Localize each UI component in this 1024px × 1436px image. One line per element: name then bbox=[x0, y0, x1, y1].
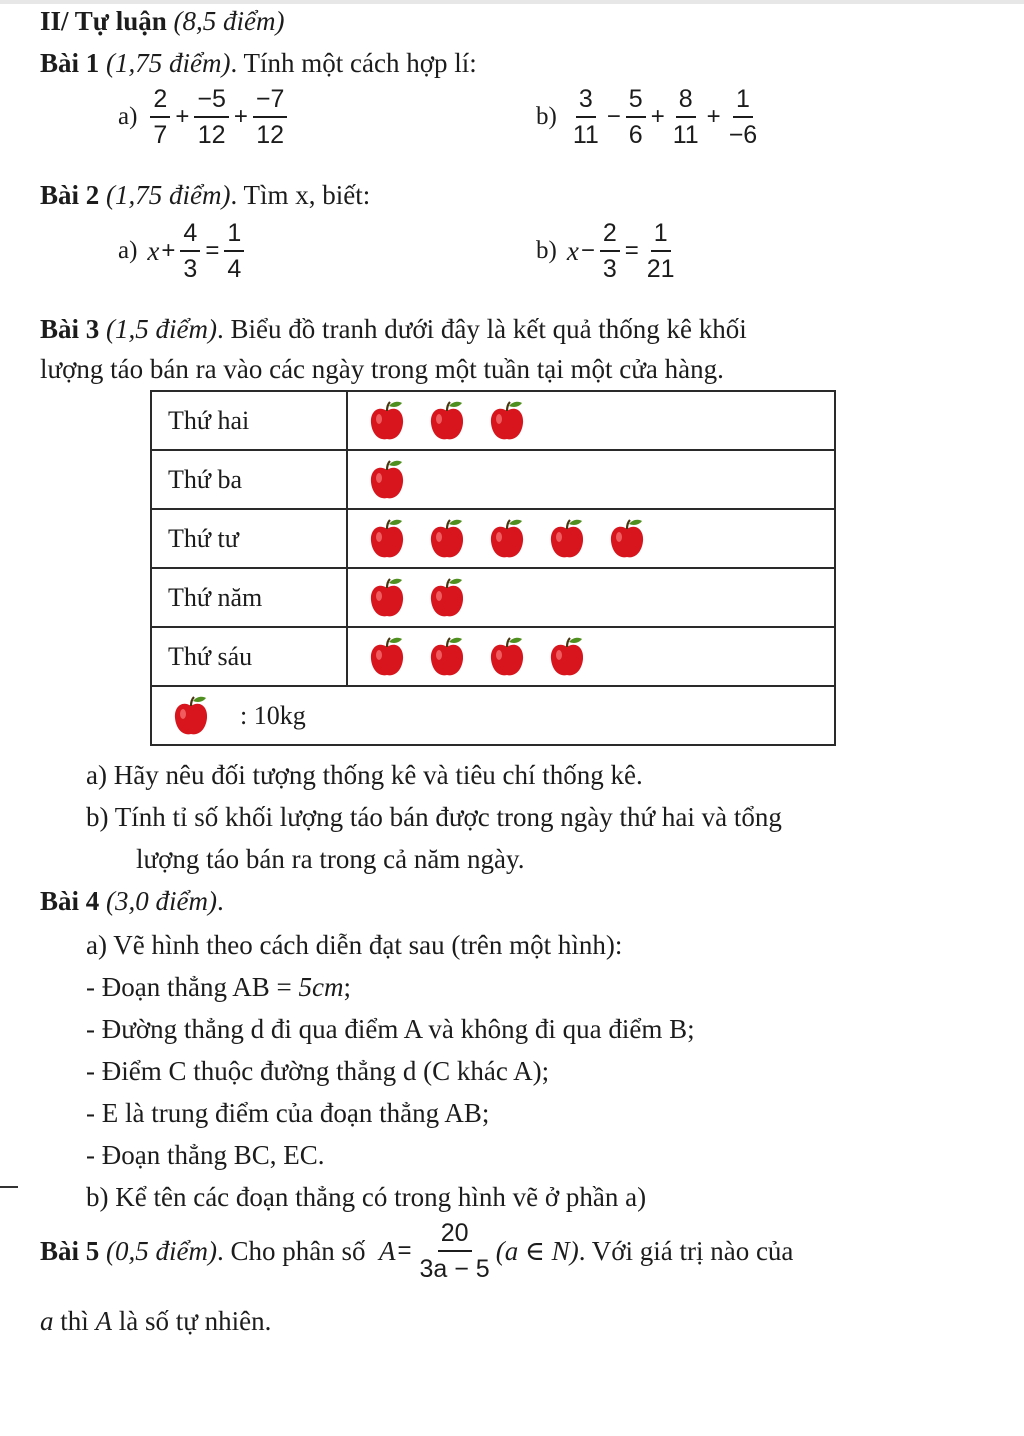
bai1-b: b) $\frac{3}{11}$ − $\frac{5}{6}$ + $\frac{8}{11}$ + $\frac{1}{-6}$ bbox=[536, 85, 758, 149]
bai2-b: b) x − $\frac{2}{3}$ = $\frac{1}{21}$ bbox=[536, 219, 675, 283]
apple-icon bbox=[608, 518, 646, 560]
bai3-question-b-line2: lượng táo bán ra trong cả năm ngày. bbox=[136, 844, 525, 874]
bai3-question-b-line1: b) Tính tỉ số khối lượng táo bán được trong ngày thứ hai và tổng bbox=[86, 802, 782, 832]
bai4-item-3: - Điểm C thuộc đường thẳng d (C khác A); bbox=[86, 1056, 550, 1086]
pictogram-apples-cell bbox=[347, 450, 835, 509]
bai5-heading: Bài 5 (0,5 điểm) . Cho phân số A = $\frac{20}{3a - 5}$ (a ∈ N) . Với giá trị nào của bbox=[40, 1219, 794, 1283]
bai4-item-4: - E là trung điểm của đoạn thẳng AB; bbox=[86, 1098, 490, 1128]
pictogram-apples-cell bbox=[347, 509, 835, 568]
legend-value: : 10kg bbox=[240, 700, 306, 730]
pictogram-day-label: Thứ hai bbox=[151, 391, 347, 450]
bai1-a: a) $\frac{2}{7}$ + $\frac{-5}{12}$ + $\frac{-7}{12}$ bbox=[118, 84, 290, 150]
pictogram-day-label: Thứ năm bbox=[151, 568, 347, 627]
apple-icon bbox=[488, 636, 526, 678]
pictogram-day-label: Thứ sáu bbox=[151, 627, 347, 686]
bai2-a: a) x + $\frac{4}{3}$ = $\frac{1}{4}$ bbox=[118, 218, 247, 284]
pictogram-day-label: Thứ ba bbox=[151, 450, 347, 509]
apple-icon bbox=[428, 518, 466, 560]
bai4-item-2: - Đường thẳng d đi qua điểm A và không đi qua điểm B; bbox=[86, 1014, 695, 1044]
bai4-part-b: b) Kể tên các đoạn thẳng có trong hình vẽ ở phần a) bbox=[86, 1182, 647, 1212]
pictogram-legend bbox=[152, 695, 834, 737]
bai4-heading: Bài 4 (3,0 điểm). bbox=[40, 886, 224, 916]
apple-icon bbox=[428, 636, 466, 678]
pictogram-legend-row bbox=[151, 686, 835, 745]
apple-icon bbox=[368, 518, 406, 560]
pictogram-apples-cell bbox=[347, 568, 835, 627]
bai5-line2: a thì A là số tự nhiên. bbox=[40, 1306, 272, 1336]
apple-icon bbox=[488, 518, 526, 560]
apple-icon bbox=[368, 400, 406, 442]
bai4-part-a: a) Vẽ hình theo cách diễn đạt sau (trên một hình): bbox=[86, 930, 623, 960]
bai4-item-5: - Đoạn thẳng BC, EC. bbox=[86, 1140, 325, 1170]
bai1-heading bbox=[40, 46, 477, 80]
apple-pictogram bbox=[150, 390, 836, 746]
bai3-question-a: a) Hãy nêu đối tượng thống kê và tiêu chí thống kê. bbox=[86, 760, 643, 790]
pictogram-row bbox=[151, 391, 835, 450]
pictogram-row bbox=[151, 450, 835, 509]
bai1-text: . Tính một cách hợp lí: bbox=[230, 48, 477, 78]
section-title: II/ Tự luận (8,5 điểm) bbox=[40, 6, 285, 36]
pictogram-row bbox=[151, 627, 835, 686]
apple-icon bbox=[428, 400, 466, 442]
pictogram-row bbox=[151, 568, 835, 627]
bai3-heading: Bài 3 (1,5 điểm). Biểu đồ tranh dưới đây là kết quả thống kê khối bbox=[40, 314, 747, 344]
bai1-label: Bài 1 bbox=[40, 48, 100, 78]
pictogram-apples-cell bbox=[347, 627, 835, 686]
apple-icon bbox=[548, 518, 586, 560]
bai2-heading: Bài 2 (1,75 điểm). Tìm x, biết: bbox=[40, 180, 371, 210]
apple-icon bbox=[368, 636, 406, 678]
apple-icon bbox=[488, 400, 526, 442]
apple-icon bbox=[428, 577, 466, 619]
apple-icon bbox=[548, 636, 586, 678]
apple-icon bbox=[172, 695, 210, 737]
pictogram-day-label: Thứ tư bbox=[151, 509, 347, 568]
margin-mark bbox=[0, 1186, 18, 1188]
pictogram-row bbox=[151, 509, 835, 568]
bai3-text-line2: lượng táo bán ra vào các ngày trong một tuần tại một cửa hàng. bbox=[40, 354, 724, 384]
apple-icon bbox=[368, 459, 406, 501]
pictogram-apples-cell bbox=[347, 391, 835, 450]
bai4-item-1: - Đoạn thẳng AB = 5cm; bbox=[86, 972, 351, 1002]
bai1-points: (1,75 điểm) bbox=[106, 48, 231, 78]
apple-icon bbox=[368, 577, 406, 619]
